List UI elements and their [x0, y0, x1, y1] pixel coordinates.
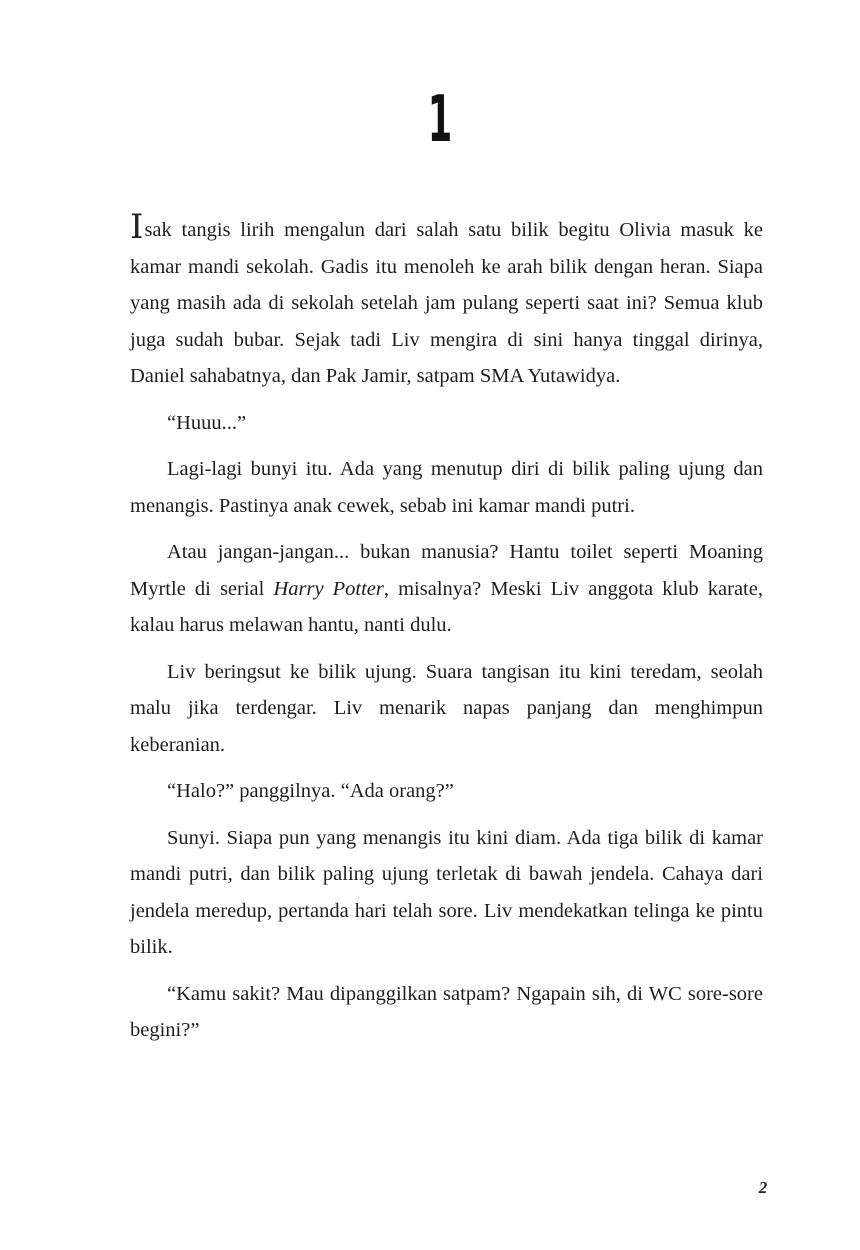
drop-cap-initial: I	[130, 207, 144, 247]
chapter-number: 1	[427, 83, 453, 157]
paragraph-1	[130, 207, 763, 395]
paragraph-6: “Halo?” panggilnya. “Ada orang?”	[167, 780, 454, 802]
paragraph-4	[130, 534, 763, 644]
paragraph-1-text: sak tangis lirih mengalun dari salah satu bilik begitu Olivia masuk ke kamar mandi sekolah. Gadis itu menoleh ke arah bilik dengan heran. Siapa yang masih ada di sekolah setelah jam pulang seperti saat ini? Semua klub juga sudah bubar. Sejak tadi Liv mengira di sini hanya tinggal dirinya, Daniel sahabatnya, dan Pak Jamir, satpam SMA Yutawidya.	[130, 219, 763, 387]
paragraph-2: “Huuu...”	[167, 411, 247, 434]
paragraph-7: Sunyi. Siapa pun yang menangis itu kini diam. Ada tiga bilik di kamar mandi putri, dan bilik paling ujung terletak di bawah jendela. Cahaya dari jendela meredup, pertanda hari telah sore. Liv mendekatkan telinga ke pintu bilik.	[130, 826, 763, 958]
book-title-emphasis: Harry Potter	[273, 577, 384, 600]
paragraph-8: “Kamu sakit? Mau dipanggilkan satpam? Ngapain sih, di WC sore-sore begini?”	[130, 982, 763, 1041]
paragraph-4-text-before: Atau jangan-jangan... bukan manusia? Hantu toilet seperti Moaning Myrtle di serial	[130, 541, 763, 600]
paragraph-5: Liv beringsut ke bilik ujung. Suara tangisan itu kini teredam, seolah malu jika terdengar. Liv menarik napas panjang dan menghimpun keberanian.	[130, 660, 763, 756]
chapter-body	[130, 207, 763, 1059]
page-number: 2	[758, 1178, 768, 1197]
paragraph-3: Lagi-lagi bunyi itu. Ada yang menutup diri di bilik paling ujung dan menangis. Pastinya anak cewek, sebab ini kamar mandi putri.	[130, 458, 763, 517]
paragraph-4-text-after: , misalnya? Meski Liv anggota klub karate, kalau harus melawan hantu, nanti dulu.	[130, 577, 763, 636]
